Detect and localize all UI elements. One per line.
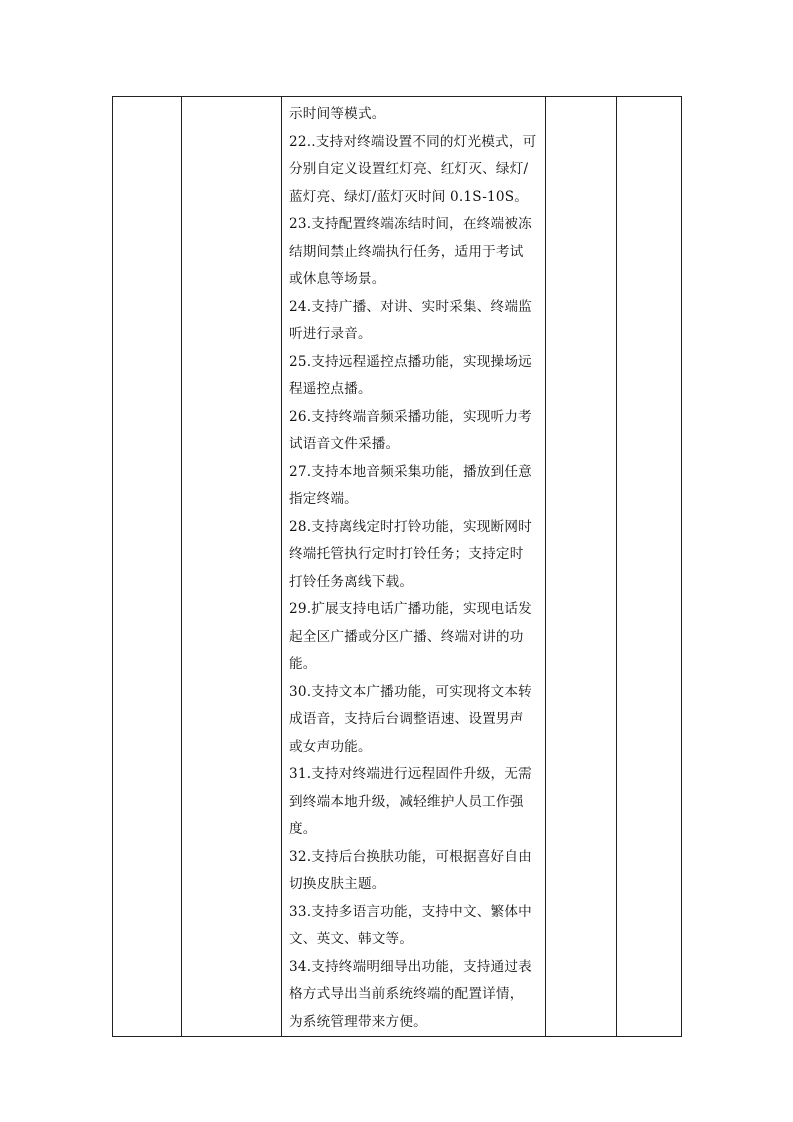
text-line: 22..支持对终端设置不同的灯光模式，可 — [289, 133, 537, 150]
text-line: 32.支持后台换肤功能，可根据喜好自由 — [289, 848, 532, 865]
text-line: 或休息等场景。 — [289, 271, 386, 287]
text-line: 格方式导出当前系统终端的配置详情， — [289, 986, 524, 1002]
text-line: 文、英文、韩文等。 — [289, 931, 414, 947]
text-line: 指定终端。 — [289, 491, 358, 507]
text-line: 示时间等模式。 — [289, 106, 386, 122]
text-line: 25.支持远程遥控点播功能，实现操场远 — [289, 353, 532, 370]
text-line: 31.支持对终端进行远程固件升级，无需 — [289, 766, 532, 782]
text-line: 听进行录音。 — [289, 326, 372, 342]
text-line: 到终端本地升级，减轻维护人员工作强 — [289, 793, 524, 810]
text-line: 28.支持离线定时打铃功能，实现断网时 — [289, 518, 532, 535]
text-line: 为系统管理带来方便。 — [289, 1013, 427, 1030]
cell-unit — [617, 97, 682, 1037]
text-line: 或女声功能。 — [289, 738, 372, 755]
text-line: 程遥控点播。 — [289, 381, 372, 397]
text-line: 度。 — [289, 821, 317, 837]
requirements-text — [282, 97, 545, 1036]
cell-requirements — [282, 97, 546, 1037]
text-line: 23.支持配置终端冻结时间，在终端被冻 — [289, 216, 532, 232]
text-line: 30.支持文本广播功能，可实现将文本转 — [289, 683, 532, 700]
text-line: 成语音，支持后台调整语速、设置男声 — [289, 711, 524, 727]
text-line: 分别自定义设置红灯亮、红灯灭、绿灯/ — [289, 161, 529, 177]
cell-index — [113, 97, 182, 1037]
text-line: 24.支持广播、对讲、实时采集、终端监 — [289, 298, 532, 315]
cell-item — [182, 97, 282, 1037]
text-line: 29.扩展支持电话广播功能，实现电话发 — [289, 601, 532, 617]
text-line: 27.支持本地音频采集功能，播放到任意 — [289, 463, 532, 480]
table-row — [113, 97, 682, 1037]
text-line: 33.支持多语言功能，支持中文、繁体中 — [289, 903, 532, 920]
text-line: 结期间禁止终端执行任务，适用于考试 — [289, 243, 524, 260]
text-line: 26.支持终端音频采播功能，实现听力考 — [289, 408, 532, 425]
text-line: 34.支持终端明细导出功能，支持通过表 — [289, 958, 532, 975]
text-line: 打铃任务离线下载。 — [289, 573, 414, 590]
text-line: 蓝灯亮、绿灯/蓝灯灭时间 0.1S-10S。 — [289, 188, 529, 205]
text-line: 切换皮肤主题。 — [289, 876, 386, 892]
text-line: 能。 — [289, 656, 317, 672]
text-line: 终端托管执行定时打铃任务；支持定时 — [289, 546, 524, 562]
cell-quantity — [546, 97, 617, 1037]
text-line: 试语音文件采播。 — [289, 436, 400, 452]
spec-table — [112, 96, 682, 1037]
text-line: 起全区广播或分区广播、终端对讲的功 — [289, 628, 524, 645]
